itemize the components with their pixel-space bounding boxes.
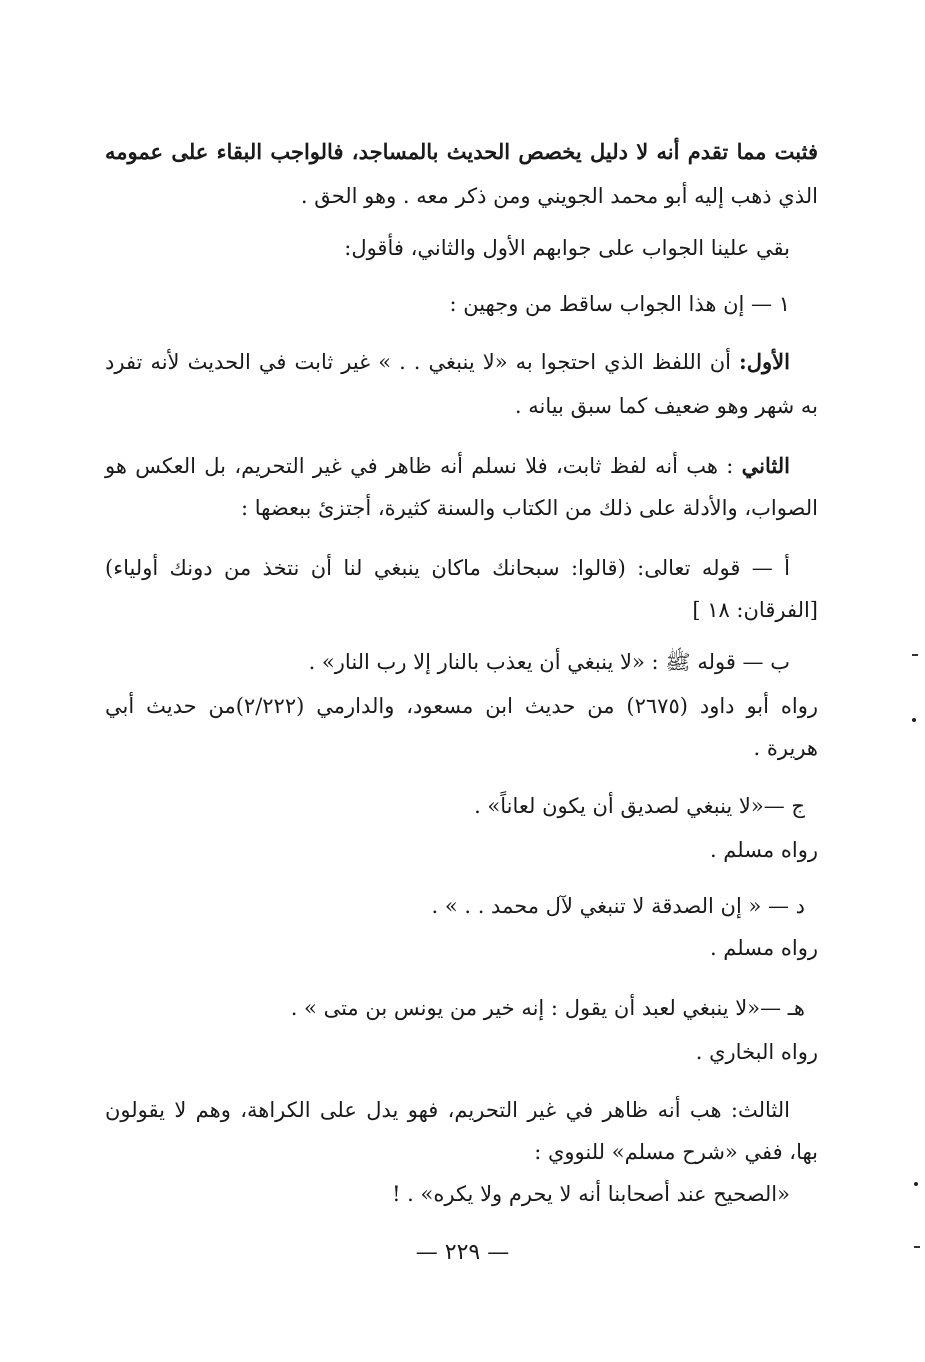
item-d-line-1: د — « إن الصدقة لا تنبغي لآل محمد . . » . — [431, 894, 805, 918]
second-point-label: الثاني — [741, 453, 790, 478]
item-d-source: رواه مسلم . — [709, 936, 818, 960]
third-point-quote: «الصحيح عند أصحابنا أنه لا يحرم ولا يكره» . ! — [392, 1182, 790, 1206]
first-point-line-2: به شهر وهو ضعيف كما سبق بيانه . — [514, 394, 818, 418]
item-a-line-1: أ — قوله تعالى: (قالوا: سبحانك ماكان ينبغي لنا أن نتخذ من دونك أولياء) — [105, 556, 790, 580]
third-point-line-1: الثالث: هب أنه ظاهر في غير التحريم، فهو يدل على الكراهة، وهم لا يقولون — [105, 1098, 790, 1122]
item-a-citation: [الفرقان: ١٨ ] — [692, 598, 818, 622]
second-point-line-1: الثاني : هب أنه لفظ ثابت، فلا نسلم أنه ظاهر في غير التحريم، بل العكس هو — [105, 453, 790, 478]
item-e-source: رواه البخاري . — [695, 1040, 818, 1064]
item-c-source: رواه مسلم . — [709, 838, 818, 862]
margin-mark — [914, 1246, 920, 1248]
margin-mark — [912, 654, 918, 656]
third-point-line-2: بها، ففي «شرح مسلم» للنووي : — [534, 1140, 818, 1164]
first-point-label: الأول: — [739, 349, 790, 374]
page-number: — ٢٢٩ — — [415, 1240, 510, 1265]
paragraph-1-line-1: فثبت مما تقدم أنه لا دليل يخصص الحديث بالمساجد، فالواجب البقاء على عمومه — [105, 139, 818, 164]
item-e-line-1: هـ —«لا ينبغي لعبد أن يقول : إنه خير من يونس بن متى » . — [290, 996, 805, 1020]
item-b-line-1: ب — قوله ﷺ : «لا ينبغي أن يعذب بالنار إلا رب النار» . — [308, 650, 790, 674]
item-b-line-3: هريرة . — [753, 736, 818, 760]
second-point-line-2: الصواب، والأدلة على ذلك من الكتاب والسنة كثيرة، أجتزئ ببعضها : — [241, 496, 818, 520]
first-point-line-1: الأول: أن اللفظ الذي احتجوا به «لا ينبغي . . » غير ثابت في الحديث لأنه تفرد — [105, 349, 790, 374]
paragraph-2: بقي علينا الجواب على جوابهم الأول والثاني، فأقول: — [344, 236, 790, 260]
item-c-line-1: ج —«لا ينبغي لصديق أن يكون لعاناً» . — [474, 794, 805, 818]
margin-mark — [912, 718, 916, 722]
paragraph-3: ١ — إن هذا الجواب ساقط من وجهين : — [449, 292, 790, 316]
paragraph-1-line-2: الذي ذهب إليه أبو محمد الجويني ومن ذكر معه . وهو الحق . — [300, 184, 818, 208]
item-b-line-2: رواه أبو داود (٢٦٧٥) من حديث ابن مسعود، والدارمي (٢/٢٢٢)من حديث أبي — [105, 694, 819, 718]
margin-mark — [914, 1182, 918, 1186]
